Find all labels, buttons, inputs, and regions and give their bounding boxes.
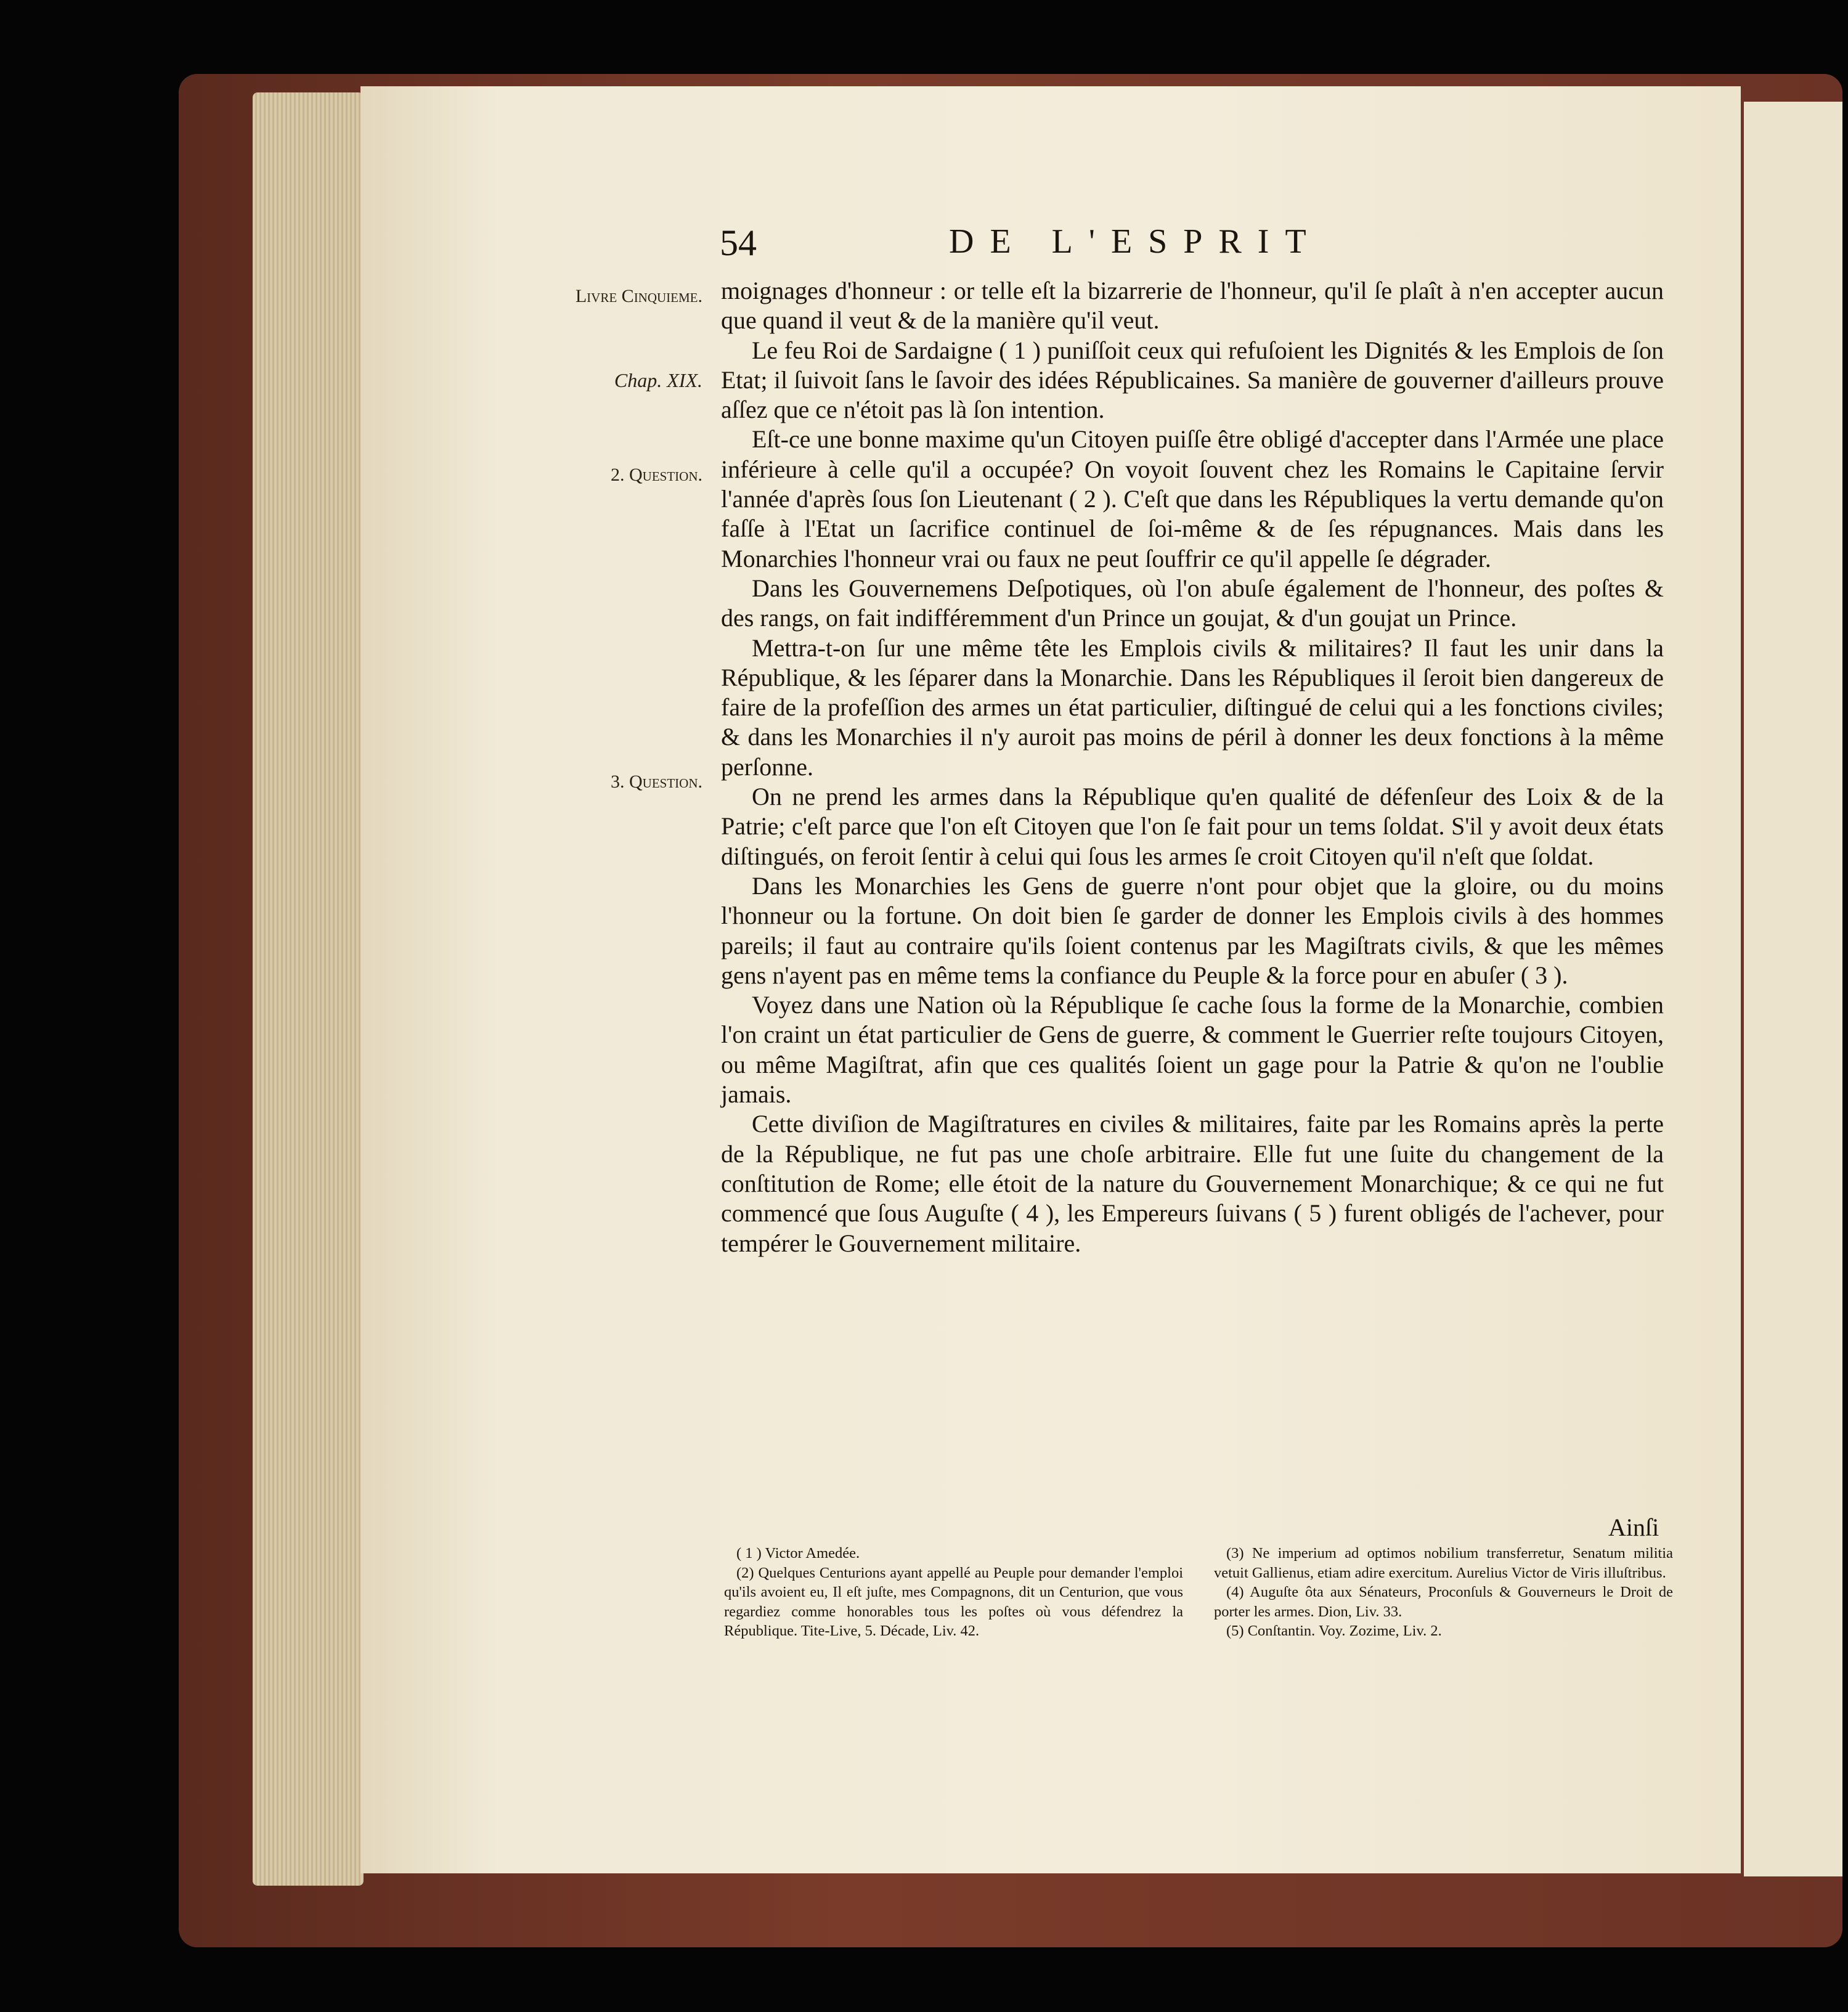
margin-note-chapter: Chap. XIX. [614, 369, 702, 391]
footnotes-right-column [1214, 1544, 1673, 1641]
paragraph: Dans les Gouvernemens Deſpotiques, où l'on abuſe également de l'honneur, des poſtes & des rangs, on fait indifféremment d'un Prince un goujat, & d'un goujat un Prince. [721, 574, 1664, 632]
body-text [721, 276, 1664, 1258]
paragraph: moignages d'honneur : or telle eſt la bizarrerie de l'honneur, qu'il ſe plaît à n'en accepter aucun que quand il veut & de la manière qu'il veut. [721, 277, 1664, 335]
page-edges [253, 92, 364, 1886]
running-head [0, 222, 1848, 265]
paragraph: Mettra-t-on ſur une même tête les Emplois civils & militaires? Il faut les unir dans la République, & les ſéparer dans la Monarchie. Dans les Républiques il ſeroit bien dangereux de faire de la profeſſion des armes un état particulier, diſtingué de celui qui a les fonctions civiles; & dans les Monarchies il n'y auroit pas moins de péril à donner les deux fonctions à la même perſonne. [721, 633, 1664, 781]
catchword: Ainſi [1608, 1513, 1659, 1541]
footnotes-left-column [724, 1544, 1183, 1641]
paragraph: Cette diviſion de Magiſtratures en civiles & militaires, faite par les Romains après la perte de la République, ne fut pas une choſe arbitraire. Elle fut une ſuite du changement de la conſtitution de Rome; elle étoit de la nature du Gouvernement Monarchique; & ce qui ne fut commencé que ſous Auguſte ( 4 ), les Empereurs ſuivans ( 5 ) furent obligés de l'achever, pour tempérer le Gouvernement militaire. [721, 1110, 1664, 1257]
footnote: (2) Quelques Centurions ayant appellé au Peuple pour demander l'emploi qu'ils avoient eu, Il eſt juſte, mes Compagnons, dit un Centurion, que vous regardiez comme honorables tous les poſtes où vous défendrez la République. Tite-Live, 5. Décade, Liv. 42. [724, 1564, 1183, 1639]
paragraph: Eſt-ce une bonne maxime qu'un Citoyen puiſſe être obligé d'accepter dans l'Armée une place inférieure à celle qu'il a occupée? On voyoit ſouvent chez les Romains le Capitaine ſervir l'année d'après ſous ſon Lieutenant ( 2 ). C'eſt que dans les Républiques la vertu demande qu'on faſſe à l'Etat un ſacrifice continuel de ſoi-même & de ſes répugnances. Mais dans les Monarchies l'honneur vrai ou faux ne peut ſouffrir ce qu'il appelle ſe dégrader. [721, 425, 1664, 572]
paragraph: Dans les Monarchies les Gens de guerre n'ont pour objet que la gloire, ou du moins l'honneur ou la fortune. On doit bien ſe garder de donner les Emplois civils à des hommes pareils; il faut au contraire qu'ils ſoient contenus par les Magiſtrats civils, & que les mêmes gens n'ayent pas en même tems la confiance du Peuple & la force pour en abuſer ( 3 ). [721, 871, 1664, 989]
running-title: DE L'ESPRIT [949, 222, 1322, 261]
margin-note-question-2: 2. Question. [611, 465, 702, 485]
footnote: (3) Ne imperium ad optimos nobilium transferretur, Senatum militia vetuit Gallienus, etiam adire exercitum. Aurelius Victor de Viris illuſtribus. [1214, 1545, 1673, 1581]
footnote: (5) Conſtantin. Voy. Zozime, Liv. 2. [1226, 1623, 1442, 1639]
paragraph: Le feu Roi de Sardaigne ( 1 ) puniſſoit ceux qui refuſoient les Dignités & les Emplois de ſon Etat; il ſuivoit ſans le ſavoir des idées Républicaines. Sa manière de gouverner d'ailleurs prouve aſſez que ce n'étoit pas là ſon intention. [721, 336, 1664, 424]
page-number: 54 [720, 222, 757, 263]
facing-page-edge [1744, 102, 1842, 1876]
paragraph: Voyez dans une Nation où la République ſe cache ſous la forme de la Monarchie, combien l'on craint un état particulier de Gens de guerre, & comment le Guerrier reſte toujours Citoyen, ou même Magiſtrat, afin que ces qualités ſoient un gage pour la Patrie & qu'on ne l'oublie jamais. [721, 991, 1664, 1109]
margin-note-question-3: 3. Question. [611, 772, 702, 792]
footnote: ( 1 ) Victor Amedée. [736, 1545, 860, 1562]
margin-note-livre: Livre Cinquieme. [575, 286, 702, 306]
footnote: (4) Auguſte ôta aux Sénateurs, Proconſuls & Gouverneurs le Droit de porter les armes. Dion, Liv. 33. [1214, 1584, 1673, 1620]
paragraph: On ne prend les armes dans la République qu'en qualité de défenſeur des Loix & de la Patrie; c'eſt parce que l'on eſt Citoyen que l'on ſe fait pour un tems ſoldat. S'il y avoit deux états diſtingués, on feroit ſentir à celui qui ſous les armes ſe croit Citoyen qu'il n'eſt que ſoldat. [721, 783, 1664, 870]
